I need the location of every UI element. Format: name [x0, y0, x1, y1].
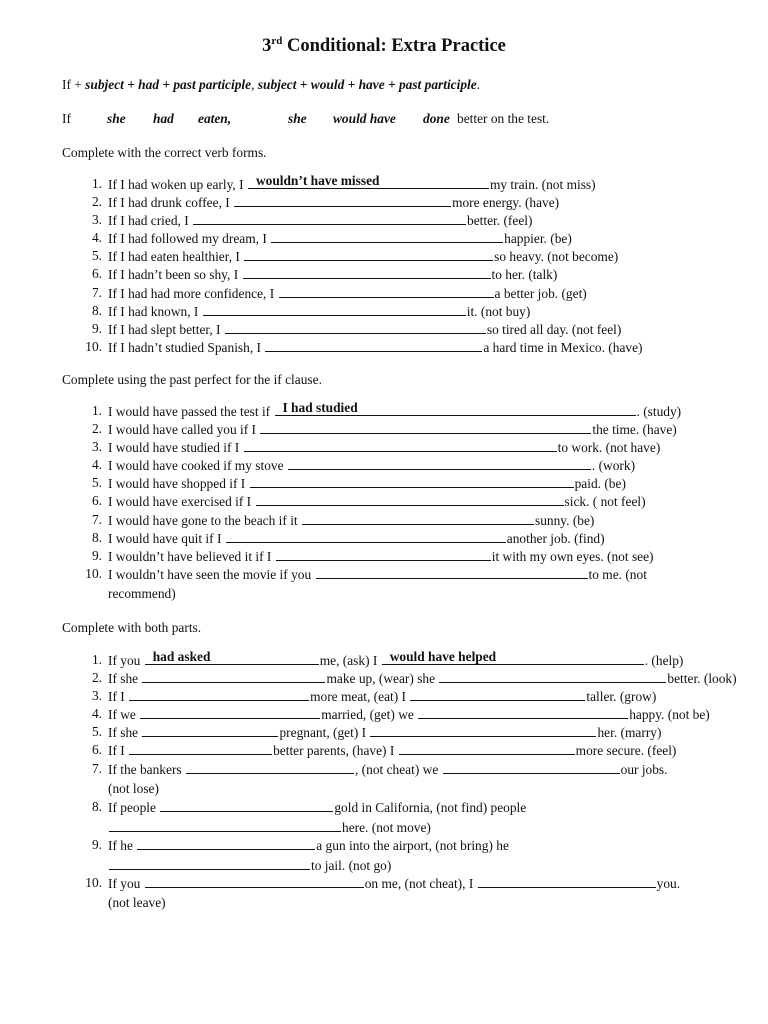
list-item: 1. I would have passed the test if I had studied . (study) — [91, 400, 682, 419]
answer-blank[interactable] — [418, 705, 628, 719]
list-item: 5. If I had eaten healthier, I so heavy. (not become) — [91, 248, 619, 265]
list-item: 1. If you had asked me, (ask) I would have helped . (help) — [91, 649, 684, 668]
list-item: 8. I would have quit if I another job. (find) — [91, 529, 605, 546]
list-item: 9. If he a gun into the airport, (not bring) he to jail. (not go) — [91, 836, 509, 873]
answer-blank[interactable] — [288, 456, 591, 470]
answer-blank[interactable] — [244, 247, 493, 261]
answer-blank[interactable]: would have helped — [382, 651, 644, 665]
list-item: 8. If people gold in California, (not find) people here. (not move) — [91, 798, 527, 835]
list-item: 2. I would have called you if I the time. (have) — [91, 421, 677, 438]
list-item: 6. I would have exercised if I sick. ( not feel) — [91, 493, 646, 510]
section1-list — [0, 175, 768, 356]
answer-blank[interactable] — [302, 511, 534, 525]
answer-blank[interactable] — [234, 193, 451, 207]
section2-list — [0, 402, 768, 603]
list-item: 2. If I had drunk coffee, I more energy. (have) — [91, 194, 560, 211]
section3-instruction: Complete with both parts. — [62, 620, 202, 635]
answer-blank[interactable] — [145, 874, 364, 888]
answer-blank[interactable]: wouldn’t have missed — [248, 175, 489, 189]
answer-blank[interactable] — [142, 723, 278, 737]
answer-blank[interactable] — [443, 760, 620, 774]
list-item: 5. I would have shopped if I paid. (be) — [91, 475, 626, 492]
list-item: 9. If I had slept better, I so tired all day. (not feel) — [91, 320, 622, 337]
list-item: 8. If I had known, I it. (not buy) — [91, 302, 531, 319]
list-item: 3. I would have studied if I to work. (not have) — [91, 439, 661, 456]
answer-blank[interactable] — [279, 284, 494, 298]
list-item: 7. If the bankers , (not cheat) we our jobs. (not lose) — [91, 760, 668, 796]
example-word: If — [62, 111, 71, 126]
answer-blank[interactable] — [260, 420, 591, 434]
list-item: 2. If she make up, (wear) she better. (look) — [91, 670, 737, 687]
answer-blank[interactable] — [160, 798, 333, 812]
answer-blank[interactable] — [265, 338, 482, 352]
example-word: had — [153, 111, 174, 126]
example-sentence — [62, 111, 702, 129]
example-word: better on the test. — [457, 111, 550, 126]
section2-instruction: Complete using the past perfect for the if clause. — [62, 372, 322, 387]
answer-blank[interactable] — [478, 874, 656, 888]
list-item: 3. If I more meat, (eat) I taller. (grow) — [91, 688, 657, 705]
list-item: 10. If you on me, (not cheat), I you. (not leave) — [85, 874, 681, 910]
answer-blank[interactable] — [226, 529, 506, 543]
list-item: 7. If I had had more confidence, I a better job. (get) — [91, 284, 587, 301]
answer-blank[interactable] — [109, 818, 341, 832]
list-item: 7. I would have gone to the beach if it sunny. (be) — [91, 511, 595, 528]
list-item: 4. If I had followed my dream, I happier. (be) — [91, 230, 572, 247]
answer-blank[interactable] — [250, 474, 574, 488]
list-item: 6. If I better parents, (have) I more secure. (feel) — [91, 742, 677, 759]
answer-blank[interactable] — [276, 547, 491, 561]
list-item: 9. I wouldn’t have believed it if I it with my own eyes. (not see) — [91, 547, 654, 564]
answer-blank[interactable] — [410, 687, 585, 701]
page-title: 3rd Conditional: Extra Practice — [262, 35, 506, 56]
section1-instruction: Complete with the correct verb forms. — [62, 145, 267, 160]
answer-blank[interactable] — [203, 302, 466, 316]
example-word: eaten, — [198, 111, 232, 126]
list-item: 6. If I hadn’t been so shy, I to her. (talk) — [91, 266, 558, 283]
answer-blank[interactable]: I had studied — [275, 402, 636, 416]
answer-blank[interactable] — [271, 229, 503, 243]
answer-blank[interactable] — [129, 741, 272, 755]
example-word: would have — [333, 111, 396, 126]
answer-blank[interactable] — [193, 211, 466, 225]
answer-blank[interactable] — [316, 565, 588, 579]
list-item: 3. If I had cried, I better. (feel) — [91, 212, 533, 229]
formula-line: If + subject + had + past participle, subject + would + have + past participle. — [62, 77, 481, 92]
answer-blank[interactable] — [109, 856, 310, 870]
example-word: done — [423, 111, 450, 126]
answer-blank[interactable] — [137, 836, 315, 850]
answer-blank[interactable] — [225, 320, 486, 334]
answer-blank[interactable] — [370, 723, 596, 737]
example-word: she — [107, 111, 126, 126]
answer-blank[interactable] — [256, 492, 564, 506]
list-item: 10. If I hadn’t studied Spanish, I a hard time in Mexico. (have) — [85, 338, 643, 355]
answer-blank[interactable]: had asked — [145, 651, 319, 665]
answer-blank[interactable] — [244, 438, 557, 452]
list-item: 1. If I had woken up early, I wouldn’t have missed my train. (not miss) — [91, 173, 596, 192]
section3-list — [0, 651, 768, 912]
answer-blank[interactable] — [439, 669, 666, 683]
list-item: 4. If we married, (get) we happy. (not be) — [91, 706, 710, 723]
answer-blank[interactable] — [142, 669, 325, 683]
list-item: 4. I would have cooked if my stove . (work) — [91, 457, 636, 474]
answer-blank[interactable] — [399, 741, 575, 755]
list-item: 5. If she pregnant, (get) I her. (marry) — [91, 724, 662, 741]
list-item: 10. I wouldn’t have seen the movie if you to me. (not recommend) — [85, 565, 647, 601]
answer-blank[interactable] — [243, 265, 491, 279]
answer-blank[interactable] — [186, 760, 354, 774]
example-word: she — [288, 111, 307, 126]
answer-blank[interactable] — [129, 687, 309, 701]
answer-blank[interactable] — [140, 705, 320, 719]
